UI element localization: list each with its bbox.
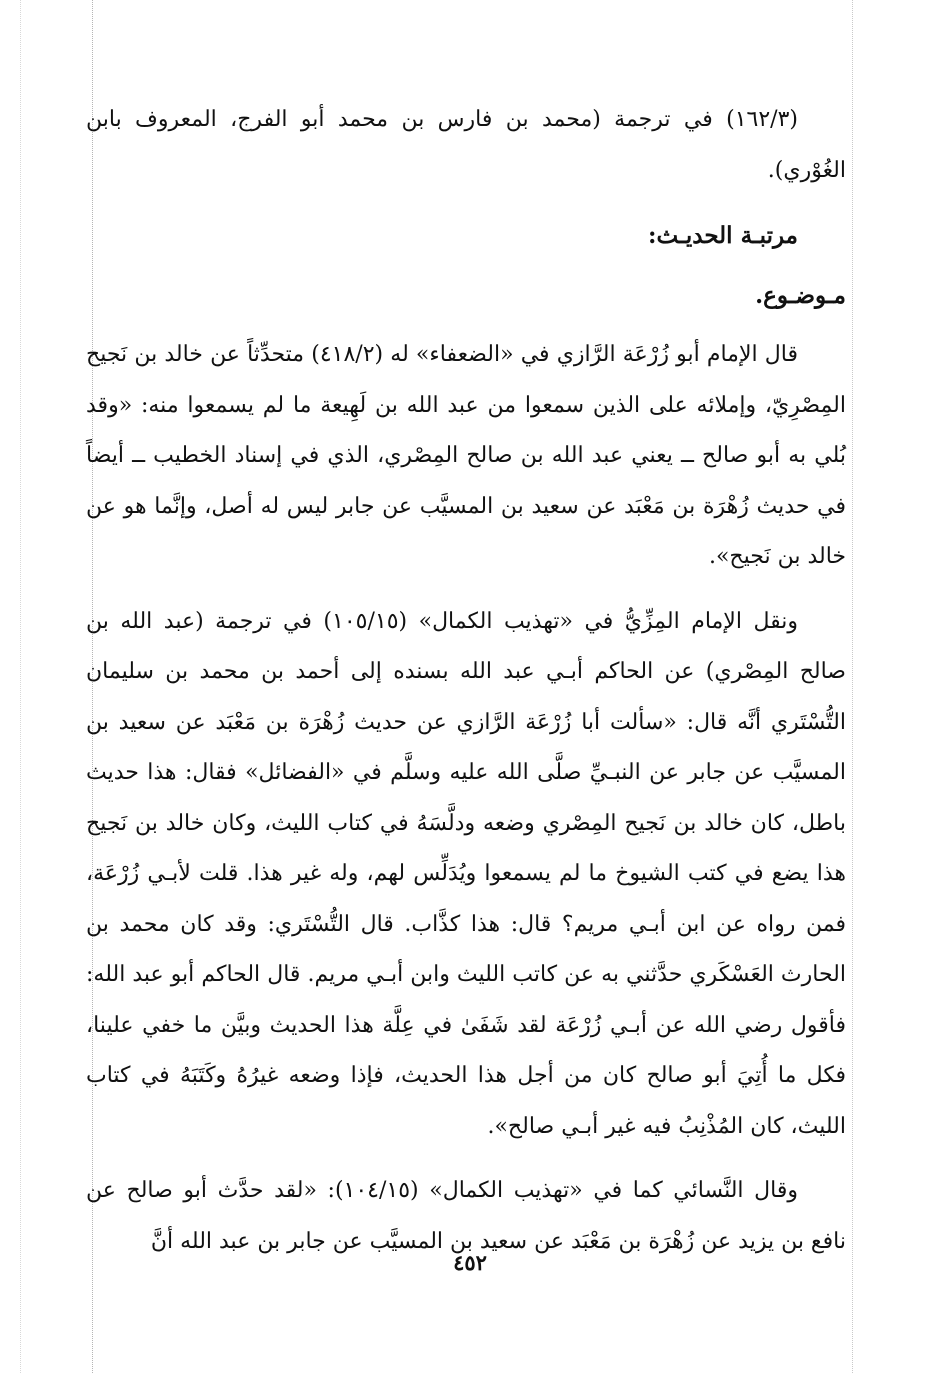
page-number: ٤٥٢	[453, 1250, 487, 1275]
page-body	[86, 95, 846, 1267]
paragraph-abu-zura: قال الإمام أبو زُرْعَة الرَّازي في «الضعفاء» له (٤١٨/٢) متحدِّثاً عن خالد بن نَجيح المِصْرِيّ، وإملائه على الذين سمعوا من عبد الله بن لَهِيعة ما لم يسمعوا منه: «وقد بُلي به أبو صالح ــ يعني عبد الله بن صالح المِصْري، الذي في إسناد الخطيب ــ أيضاً في حديث زُهْرَة بن مَعْبَد عن سعيد بن المسيَّب عن جابر ليس له أصل، وإنَّما هو عن خالد بن نَجيح».	[86, 342, 846, 569]
scan-artifact-line	[852, 0, 853, 1373]
footnote-continuation-paragraph: (١٦٢/٣) في ترجمة (محمد بن فارس بن محمد أبو الفرج، المعروف بابن الغُوْري).	[86, 107, 846, 183]
scan-artifact-line	[20, 0, 21, 1373]
paragraph-nasai: وقال النَّسائي كما في «تهذيب الكمال» (١٠٤/١٥): «لقد حدَّث أبو صالح عن نافع بن يزيد عن زُهْرَة بن مَعْبَد عن سعيد بن المسيَّب عن جابر بن عبد الله أنَّ	[86, 1178, 846, 1254]
paragraph-mizzi: ونقل الإمام المِزِّيُّ في «تهذيب الكمال» (١٠٥/١٥) في ترجمة (عبد الله بن صالح المِصْري) عن الحاكم أبـي عبد الله بسنده إلى أحمد بن محمد بن سليمان التُّسْتَري أنَّه قال: «سألت أبا زُرْعَة الرَّازي عن حديث زُهْرَة بن مَعْبَد عن سعيد بن المسيَّب عن جابر عن النبـيِّ صلَّى الله عليه وسلَّم في «الفضائل» فقال: هذا حديث باطل، كان خالد بن نَجيح المِصْري وضعه ودلَّسَهُ في كتاب الليث، وكان خالد بن نَجيح هذا يضع في كتب الشيوخ ما لم يسمعوا ويُدَلِّس لهم، وله غير هذا. قلت لأبـي زُرْعَة، فمن رواه عن ابن أبـي مريم؟ قال: هذا كذَّاب. قال التُّسْتَري: وقد كان محمد بن الحارث العَسْكَري حدَّثني به عن كاتب الليث وابن أبـي مريم. قال الحاكم أبو عبد الله: فأقول رضي الله عن أبـي زُرْعَة لقد شَفَىٰ في عِلَّة هذا الحديث وبيَّن ما خفي علينا، فكل ما أُتِيَ أبو صالح كان من أجل هذا الحديث، فإذا وضعه غيرُهُ وكَتَبَهُ في كتاب الليث، كان المُذْنِبُ فيه غير أبـي صالح».	[86, 608, 846, 1139]
section-heading-hadith-grade: مرتبـة الحديـث:	[648, 222, 798, 249]
hadith-grade-verdict: مـوضـوع.	[755, 282, 846, 309]
